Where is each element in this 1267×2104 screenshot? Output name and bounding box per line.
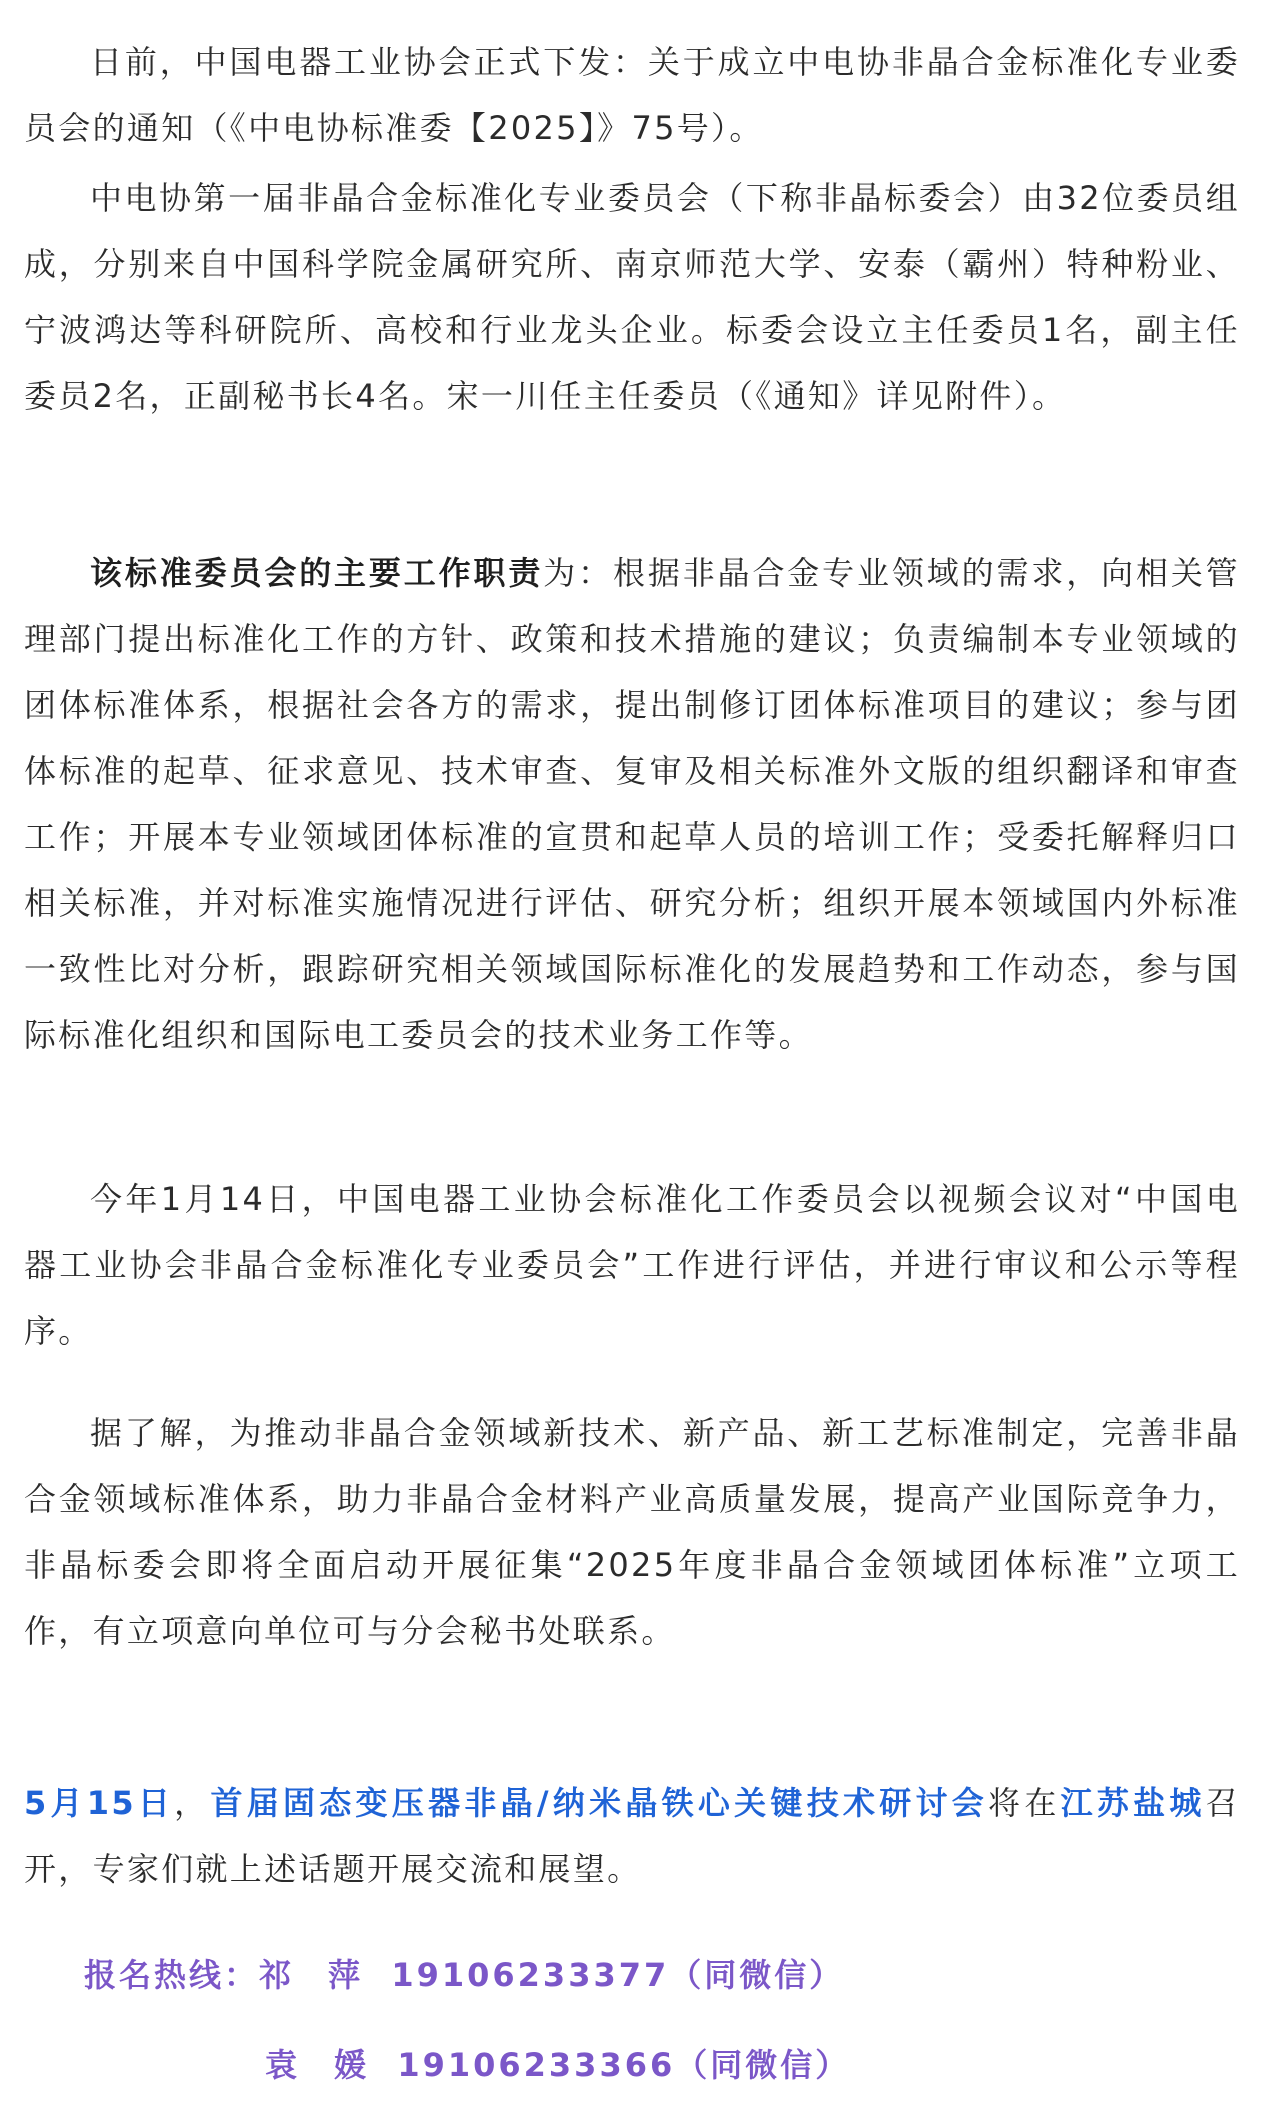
paragraph-standard-call: 据了解，为推动非晶合金领域新技术、新产品、新工艺标准制定，完善非晶合金领域标准体系，助力非晶合金材料产业高质量发展，提高产业国际竞争力，非晶标委会即将全面启动开展征集“2025年度非晶合金领域团体标准”立项工作，有立项意向单位可与分会秘书处联系。: [24, 1414, 1240, 1650]
event-name: 首届固态变压器非晶/纳米晶铁心关键技术研讨会: [210, 1784, 989, 1822]
event-separator: ，: [174, 1784, 211, 1822]
event-tail-text: 召开，专家们就上述话题开展交流和展望。: [24, 1784, 1240, 1888]
contact1-name-second: 萍: [328, 1956, 364, 1994]
contact2-name-second: 媛: [334, 2046, 370, 2084]
registration-hotline-2: [265, 2035, 850, 2095]
contact1-name-first: 祁: [259, 1956, 295, 1994]
contact2-phone[interactable]: 19106233366: [397, 2046, 676, 2084]
event-location: 江苏盐城: [1060, 1784, 1206, 1822]
paragraph-committee-duties: [24, 540, 1240, 1068]
hotline-label: 报名热线：: [84, 1956, 260, 1994]
event-mid-text: 将在: [988, 1784, 1061, 1822]
duties-text: 为：根据非晶合金专业领域的需求，向相关管理部门提出标准化工作的方针、政策和技术措施的建议；负责编制本专业领域的团体标准体系，根据社会各方的需求，提出制修订团体标准项目的建议；参与团体标准的起草、征求意见、技术审查、复审及相关标准外文版的组织翻译和审查工作；开展本专业领域团体标准的宣贯和起草人员的培训工作；受委托解释归口相关标准，并对标准实施情况进行评估、研究分析；组织开展本领域国内外标准一致性比对分析，跟踪研究相关领域国际标准化的发展趋势和工作动态，参与国际标准化组织和国际电工委员会的技术业务工作等。: [24, 554, 1240, 1054]
duties-heading: 该标准委员会的主要工作职责: [90, 554, 544, 592]
paragraph-event-announcement: [24, 1770, 1240, 1902]
registration-hotline-1: [84, 1945, 844, 2005]
contact2-name-first: 袁: [265, 2046, 301, 2084]
paragraph-committee-notice: 日前，中国电器工业协会正式下发：关于成立中电协非晶合金标准化专业委员会的通知（《中电协标准委【2025】》75号）。: [24, 43, 1240, 147]
contact2-note: （同微信）: [675, 2046, 851, 2084]
paragraph-evaluation: 今年1月14日，中国电器工业协会标准化工作委员会以视频会议对“中国电器工业协会非晶合金标准化专业委员会”工作进行评估，并进行审议和公示等程序。: [24, 1180, 1240, 1350]
contact1-phone[interactable]: 19106233377: [391, 1956, 670, 1994]
paragraph-committee-members: 中电协第一届非晶合金标准化专业委员会（下称非晶标委会）由32位委员组成，分别来自中国科学院金属研究所、南京师范大学、安泰（霸州）特种粉业、宁波鸿达等科研院所、高校和行业龙头企业。标委会设立主任委员1名，副主任委员2名，正副秘书长4名。宋一川任主任委员（《通知》详见附件）。: [24, 179, 1240, 415]
event-date: 5月15日: [24, 1784, 175, 1822]
contact1-note: （同微信）: [669, 1956, 845, 1994]
